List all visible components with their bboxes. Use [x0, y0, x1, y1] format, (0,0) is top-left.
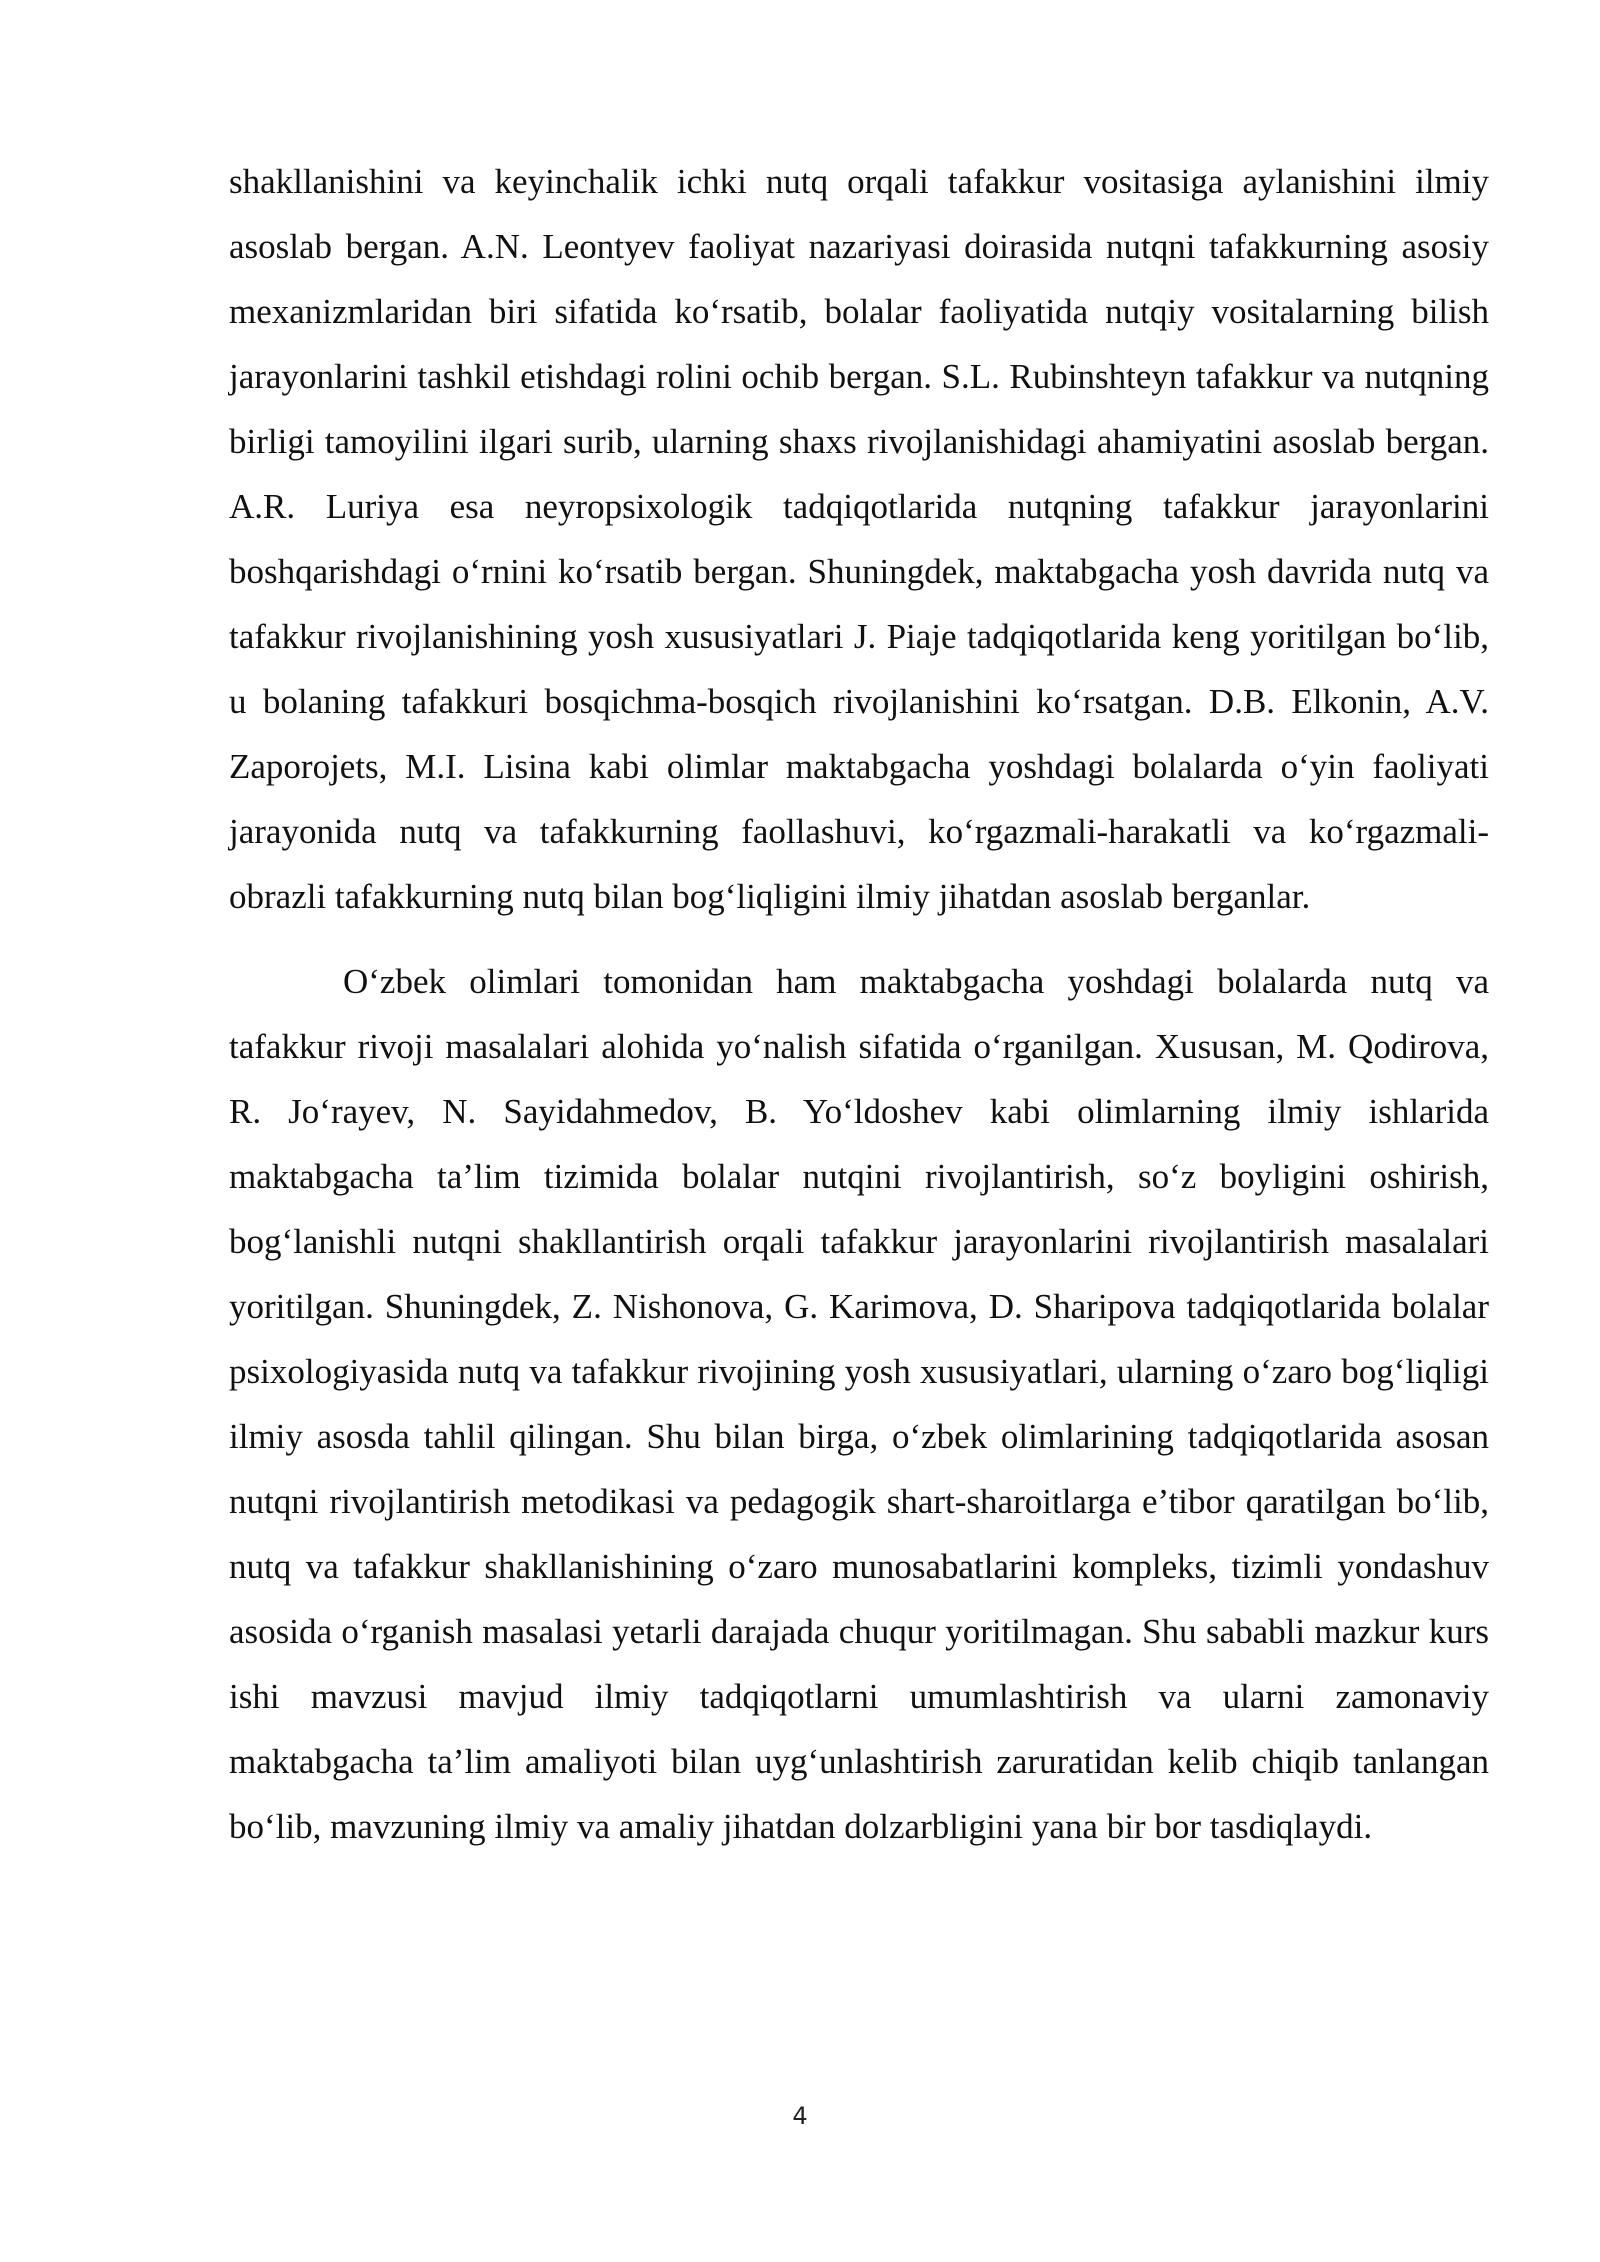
paragraph-uzbek-scholars: O‘zbek olimlari tomonidan ham maktabgacha yoshdagi bolalarda nutq va tafakkur rivoji masalalari alohida yo‘nalish sifatida o‘rganilgan. Xususan, M. Qodirova, R. Jo‘rayev, N. Sayidahmedov, B. Yo‘ldoshev kabi olimlarning ilmiy ishlarida maktabgacha ta’lim tizimida bolalar nutqini rivojlantirish, so‘z boyligini oshirish, bog‘lanishli nutqni shakllantirish orqali tafakkur jarayonlarini rivojlantirish masalalari yoritilgan. Shuningdek, Z. Nishonova, G. Karimova, D. Sharipova tadqiqotlarida bolalar psixologiyasida nutq va tafakkur rivojining yosh xususiyatlari, ularning o‘zaro bog‘liqligi ilmiy asosda tahlil qilingan. Shu bilan birga, o‘zbek olimlarining tadqiqotlarida asosan nutqni rivojlantirish metodikasi va pedagogik shart-sharoitlarga e’tibor qaratilgan bo‘lib, nutq va tafakkur shakllanishining o‘zaro munosabatlarini kompleks, tizimli yondashuv asosida o‘rganish masalasi yetarli darajada chuqur yoritilmagan. Shu sababli mazkur kurs ishi mavzusi mavjud ilmiy tadqiqotlarni umumlashtirish va ularni zamonaviy maktabgacha ta’lim amaliyoti bilan uyg‘unlashtirish zaruratidan kelib chiqib tanlangan bo‘lib, mavzuning ilmiy va amaliy jihatdan dolzarbligini yana bir bor tasdiqlaydi.: [229, 962, 1489, 1846]
page-number: 4: [792, 2102, 808, 2130]
document-body: [229, 149, 1489, 1859]
paragraph-continuation: shakllanishini va keyinchalik ichki nutq orqali tafakkur vositasiga aylanishini ilmiy asoslab bergan. A.N. Leontyev faoliyat nazariyasi doirasida nutqni tafakkurning asosiy mexanizmlaridan biri sifatida ko‘rsatib, bolalar faoliyatida nutqiy vositalarning bilish jarayonlarini tashkil etishdagi rolini ochib bergan. S.L. Rubinshteyn tafakkur va nutqning birligi tamoyilini ilgari surib, ularning shaxs rivojlanishidagi ahamiyatini asoslab bergan. A.R. Luriya esa neyropsixologik tadqiqotlarida nutqning tafakkur jarayonlarini boshqarishdagi o‘rnini ko‘rsatib bergan. Shuningdek, maktabgacha yosh davrida nutq va tafakkur rivojlanishining yosh xususiyatlari J. Piaje tadqiqotlarida keng yoritilgan bo‘lib, u bolaning tafakkuri bosqichma-bosqich rivojlanishini ko‘rsatgan. D.B. Elkonin, A.V. Zaporojets, M.I. Lisina kabi olimlar maktabgacha yoshdagi bolalarda o‘yin faoliyati jarayonida nutq va tafakkurning faollashuvi, ko‘rgazmali-harakatli va ko‘rgazmali-obrazli tafakkurning nutq bilan bog‘liqligini ilmiy jihatdan asoslab berganlar.: [229, 162, 1489, 916]
